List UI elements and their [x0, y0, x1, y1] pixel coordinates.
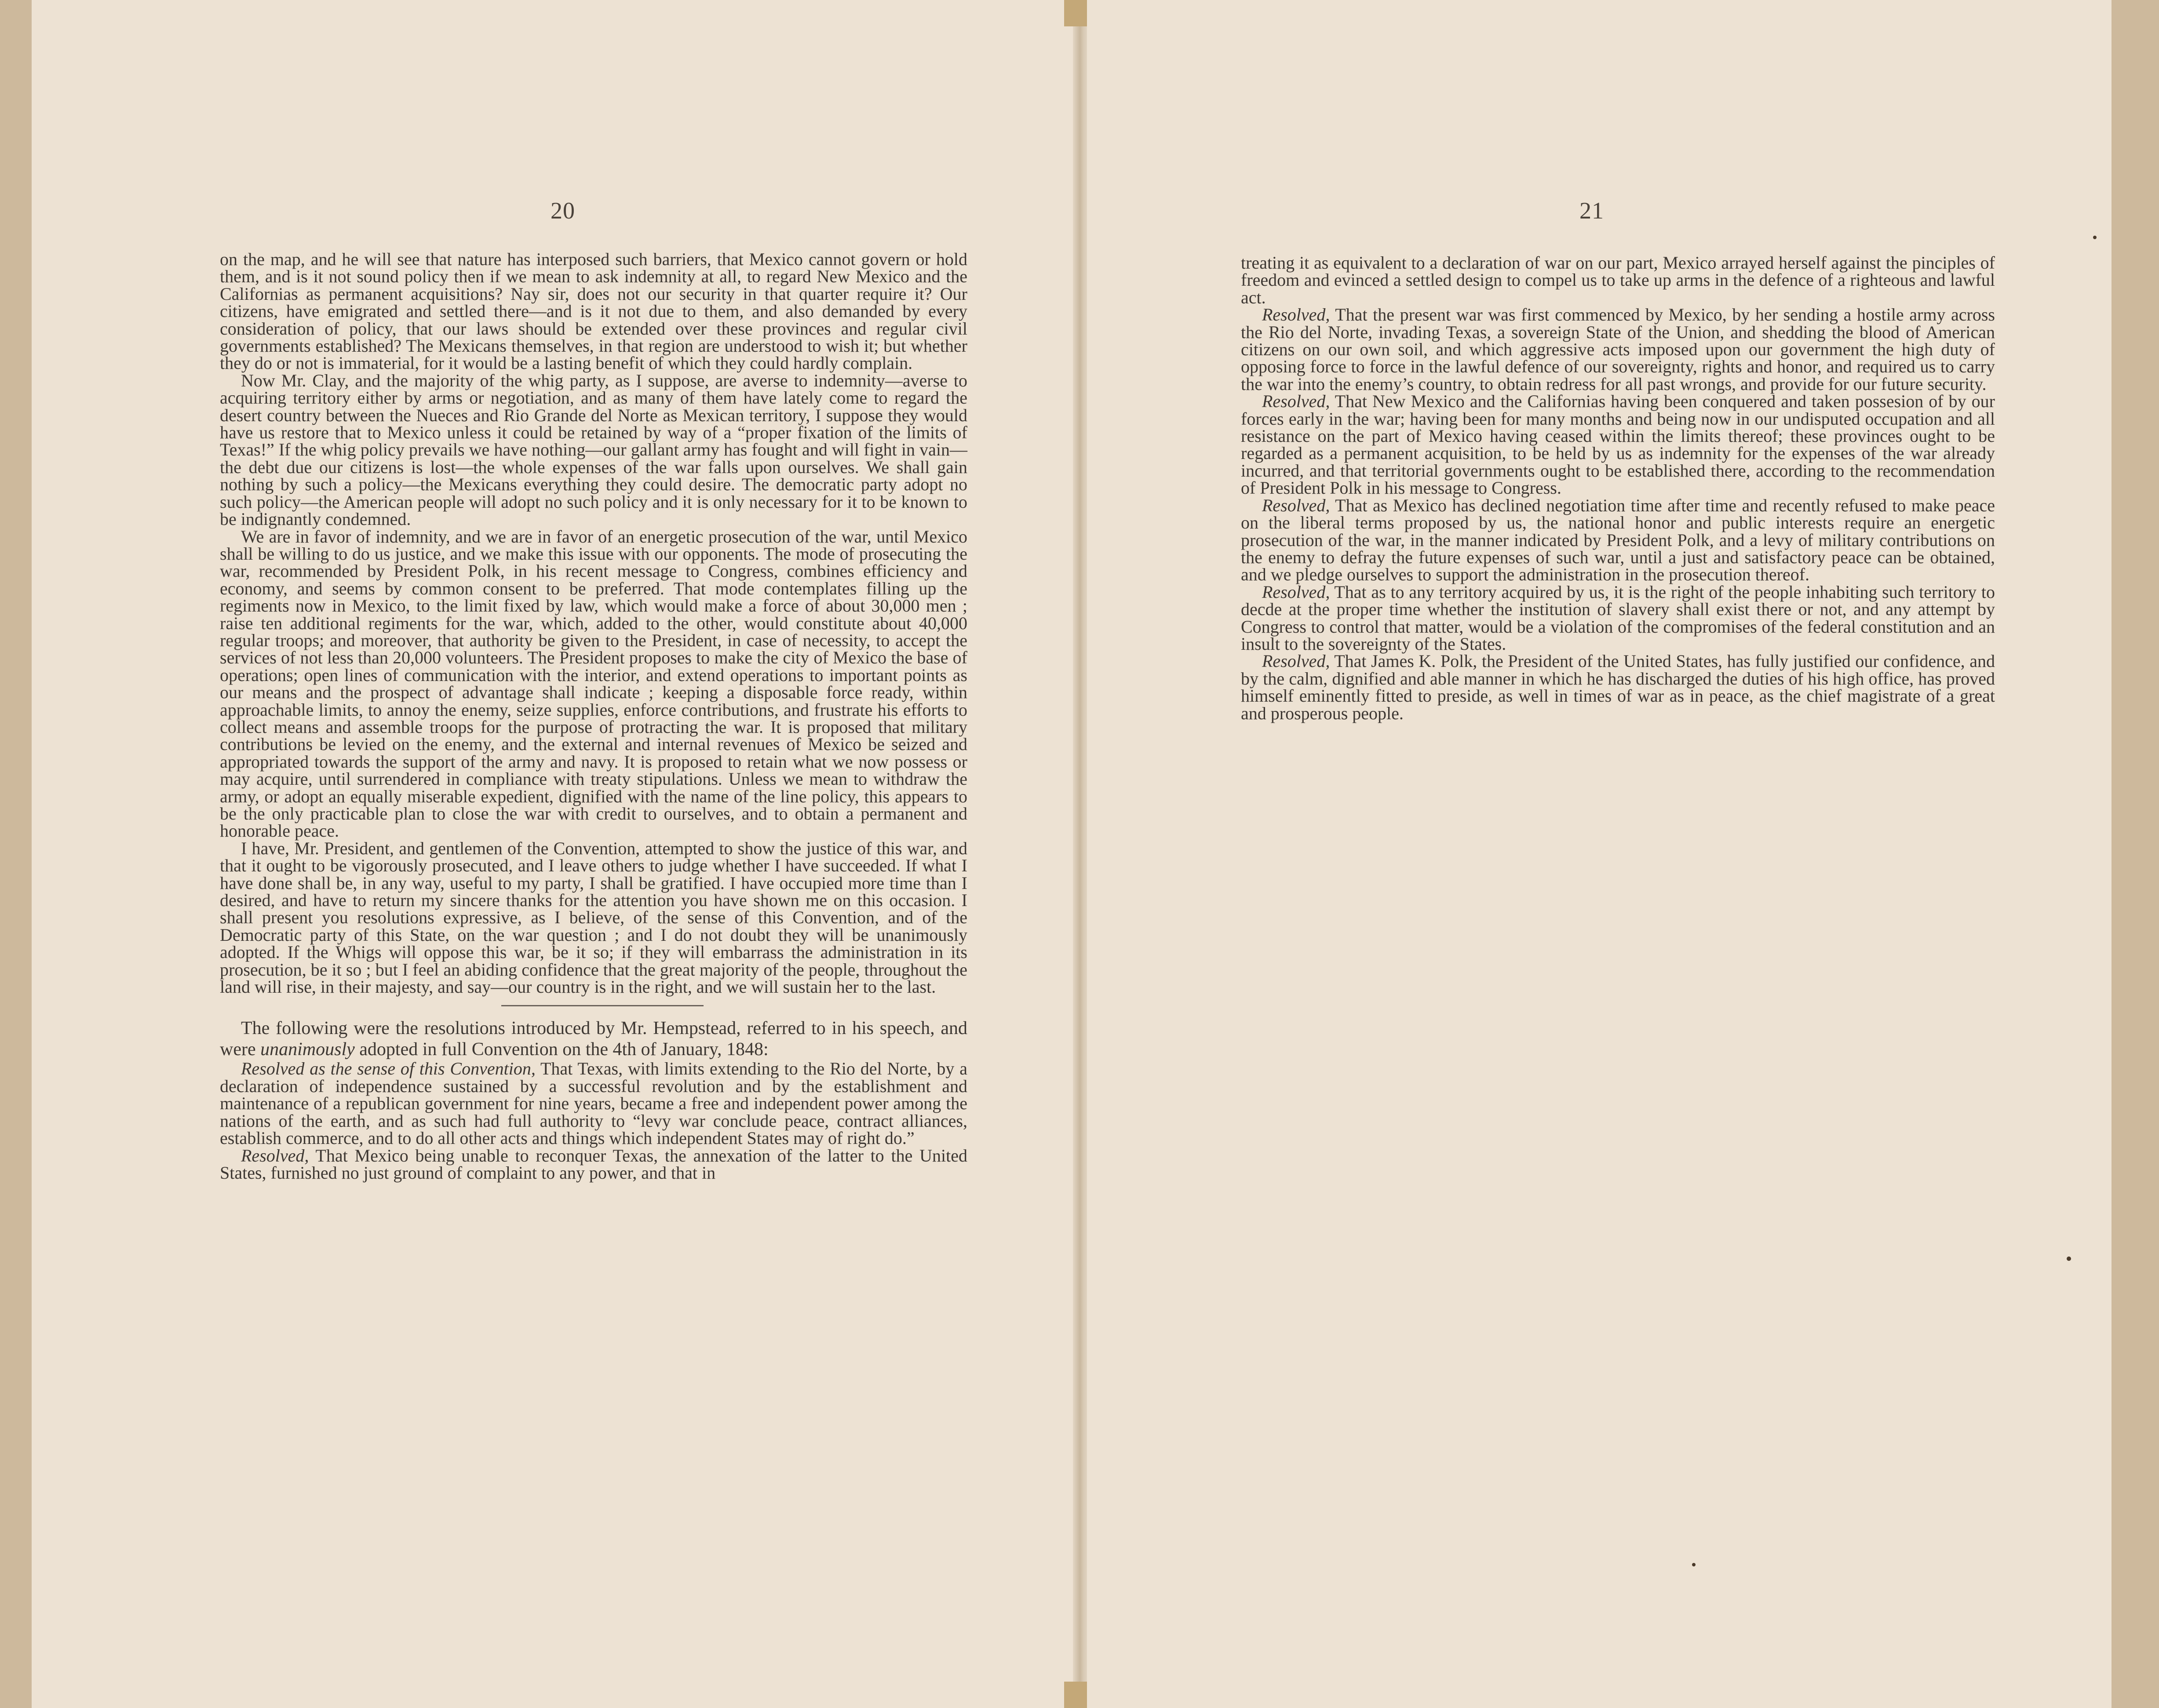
opening-paragraph: treating it as equivalent to a declaration of war on our part, Mexico arrayed herself against the pinciples of freedom and evinced a settled design to compel us to take up arms in the defence of a righteous and lawful act. [1241, 253, 1995, 307]
resolution-right-4 [1241, 583, 1995, 653]
right-text-column [1241, 254, 1995, 722]
intro-emphasis: unanimously [260, 1039, 355, 1060]
right-page [1087, 0, 2112, 1708]
paper-speck [1692, 1563, 1696, 1566]
paragraph-4: I have, Mr. President, and gentlemen of the Convention, attempted to show the justice of this war, and that it ought to be vigorously prosecuted, and I leave others to judge whether I have succeeded. If what I have done shall be, in any way, useful to my party, I shall be gratified. I have occupied more time than I desired, and have to return my sincere thanks for the attention you have shown me on this occasion. I shall present you resolutions expressive, as I believe, of the sense of this Convention, and of the Democratic party of this State, on the war question ; and I do not doubt they will be unanimously adopted. If the Whigs will oppose this war, be it so; if they will embarrass the administration in its prosecution, be it so ; but I feel an abiding confidence that the great majority of the people, throughout the land will rise, in their majesty, and say—our country is in the right, and we will sustain her to the last. [220, 838, 967, 997]
left-page [32, 0, 1078, 1708]
resolution-text: That as to any territory acquired by us, it is the right of the people inhabiting such territory to decde at the proper time whether the institution of slavery shall exist there or not, and any attempt by Congress to control that matter, would be a violation of the compromises of the federal constitution and an insult to the sovereignty of the States. [1241, 582, 1995, 654]
resolution-label: Resolved, [1262, 305, 1330, 325]
resolution-label: Resolved, [1262, 495, 1330, 515]
resolution-label: Resolved, [1262, 582, 1330, 602]
resolution-text: That New Mexico and the Californias having been conquered and taken possesion of by our forces early in the war; having been for many months and being now in our undisputed occupation and all resistance on the part of Mexico having ceased within the limits thereof; these provinces ought to be regarded as a permanent acquisition, to be held by us as indemnity for the expenses of the war already incurred, and that territorial governments ought to be established there, according to the recommendation of President Polk in his message to Congress. [1241, 391, 1995, 498]
resolutions-intro-block [220, 1018, 967, 1181]
resolution-text: That James K. Polk, the President of the United States, has fully justified our confidence, and by the calm, dignified and able manner in which he has discharged the duties of his high office, has proved himself eminently fitted to preside, as well in times of war as in peace, as the chief magistrate of a great and prosperous people. [1241, 651, 1995, 723]
paper-speck [2093, 236, 2097, 239]
resolution-label: Resolved, [241, 1145, 309, 1165]
resolution-left-2 [220, 1147, 967, 1182]
resolution-text: That the present war was first commenced by Mexico, by her sending a hostile army across the Rio del Norte, invading Texas, a sovereign State of the Union, and shedding the blood of American citizens on our own soil, and which aggressive acts imposed upon our government the high duty of opposing force to force in the lawful defence of our sovereignty, rights and honor, and required us to carry the war into the enemy’s country, to obtain redress for all past wrongs, and provide for our future security. [1241, 305, 1995, 394]
resolution-label: Resolved as the sense of this Convention, [241, 1059, 536, 1079]
section-divider [501, 1005, 704, 1006]
resolution-label: Resolved, [1262, 651, 1330, 671]
resolution-text: That as Mexico has declined negotiation time after time and recently refused to make peace on the liberal terms proposed by us, the national honor and public interests require an energetic prosecution of the war, in the manner indicated by President Polk, and a levy of military contributions on the enemy to defray the future expenses of such war, until a just and satisfactory peace can be obtained, and we pledge ourselves to support the administration in the prosecution thereof. [1241, 495, 1995, 585]
intro-text-a: The following were the resolutions introduced by Mr. Hempstead, referred to in his speech, and were [220, 1018, 967, 1060]
left-text-column [220, 251, 967, 1181]
paragraph-2: Now Mr. Clay, and the majority of the whig party, as I suppose, are averse to indemnity—averse to acquiring territory either by arms or negotiation, and as many of them have lately come to regard the desert country between the Nueces and Rio Grande del Norte as Mexican territory, I suppose they would have us restore that to Mexico unless it could be retained by way of a “proper fixation of the limits of Texas!” If the whig policy prevails we have nothing—our gallant army has fought and will fight in vain—the debt due our citizens is lost—the whole expenses of the war falls upon ourselves. We shall gain nothing by such a policy—the Mexicans everything they could desire. The democratic party adopt no such policy—the American people will adopt no such policy and it is only necessary for it to be known to be indignantly condemned. [220, 370, 967, 529]
resolution-left-1 [220, 1060, 967, 1147]
resolution-text: That Mexico being unable to reconquer Texas, the annexation of the latter to the United States, furnished no just ground of complaint to any power, and that in [220, 1145, 967, 1183]
resolution-right-3 [1241, 497, 1995, 583]
paragraph-3: We are in favor of indemnity, and we are in favor of an energetic prosecution of the war, until Mexico shall be willing to do us justice, and we make this issue with our opponents. The mode of prosecuting the war, recommended by President Polk, in his recent message to Congress, combines efficiency and economy, and seems by common consent to be preferred. That mode contemplates filling up the regiments now in Mexico, to the limit fixed by law, which would make a force of about 30,000 men ; raise ten additional regiments for the war, which, added to the other, would constitute about 40,000 regular troops; and moreover, that authority be given to the President, in case of necessity, to accept the services of not less than 20,000 volunteers. The President proposes to make the city of Mexico the base of operations; open lines of communication with the interior, and extend operations to important points as our means and the prospect of advantage shall indicate ; keeping a disposable force ready, within approachable limits, to annoy the enemy, seize supplies, enforce contributions, and frustrate his efforts to collect means and assemble troops for the purpose of protracting the war. It is proposed that military contributions be levied on the enemy, and the external and internal revenues of Mexico be seized and appropriated towards the support of the army and navy. It is proposed to retain what we now possess or may acquire, until surrendered in compliance with treaty stipulations. Unless we mean to withdraw the army, or adopt an equally miserable expedient, dignified with the name of the line policy, this appears to be the only practicable plan to close the war with credit to ourselves, and to obtain a permanent and honorable peace. [220, 526, 967, 841]
resolution-right-2 [1241, 393, 1995, 496]
resolutions-intro [220, 1018, 967, 1060]
resolution-text: That Texas, with limits extending to the Rio del Norte, by a declaration of independence sustained by a successful revolution and by the establishment and maintenance of a republican government for nine years, became a free and independent power among the nations of the earth, and as such had full authority to “levy war conclude peace, contract alliances, establish commerce, and to do all other acts and things which independent States may of right do.” [220, 1059, 967, 1148]
resolution-right-5 [1241, 652, 1995, 722]
resolution-label: Resolved, [1262, 391, 1330, 412]
page-number-right: 21 [1579, 197, 1604, 224]
page-number-left: 20 [551, 197, 575, 224]
intro-text-b: adopted in full Convention on the 4th of January, 1848: [354, 1039, 769, 1060]
paragraph-1: on the map, and he will see that nature has interposed such barriers, that Mexico cannot govern or hold them, and is it not sound policy then if we mean to ask indemnity at all, to regard New Mexico and the Californias as permanent acquisitions? Nay sir, does not our security in that quarter require it? Our citizens, have emigrated and settled there—and is it not due to them, and also demanded by every consideration of policy, that our laws should be extended over these provinces and regular civil governments established? The Mexicans themselves, in that region are understood to wish it; but whether they do or not is immaterial, for it would be a lasting benefit of which they could hardly complain. [220, 249, 967, 373]
resolution-right-1 [1241, 306, 1995, 393]
paper-speck [2067, 1256, 2071, 1261]
